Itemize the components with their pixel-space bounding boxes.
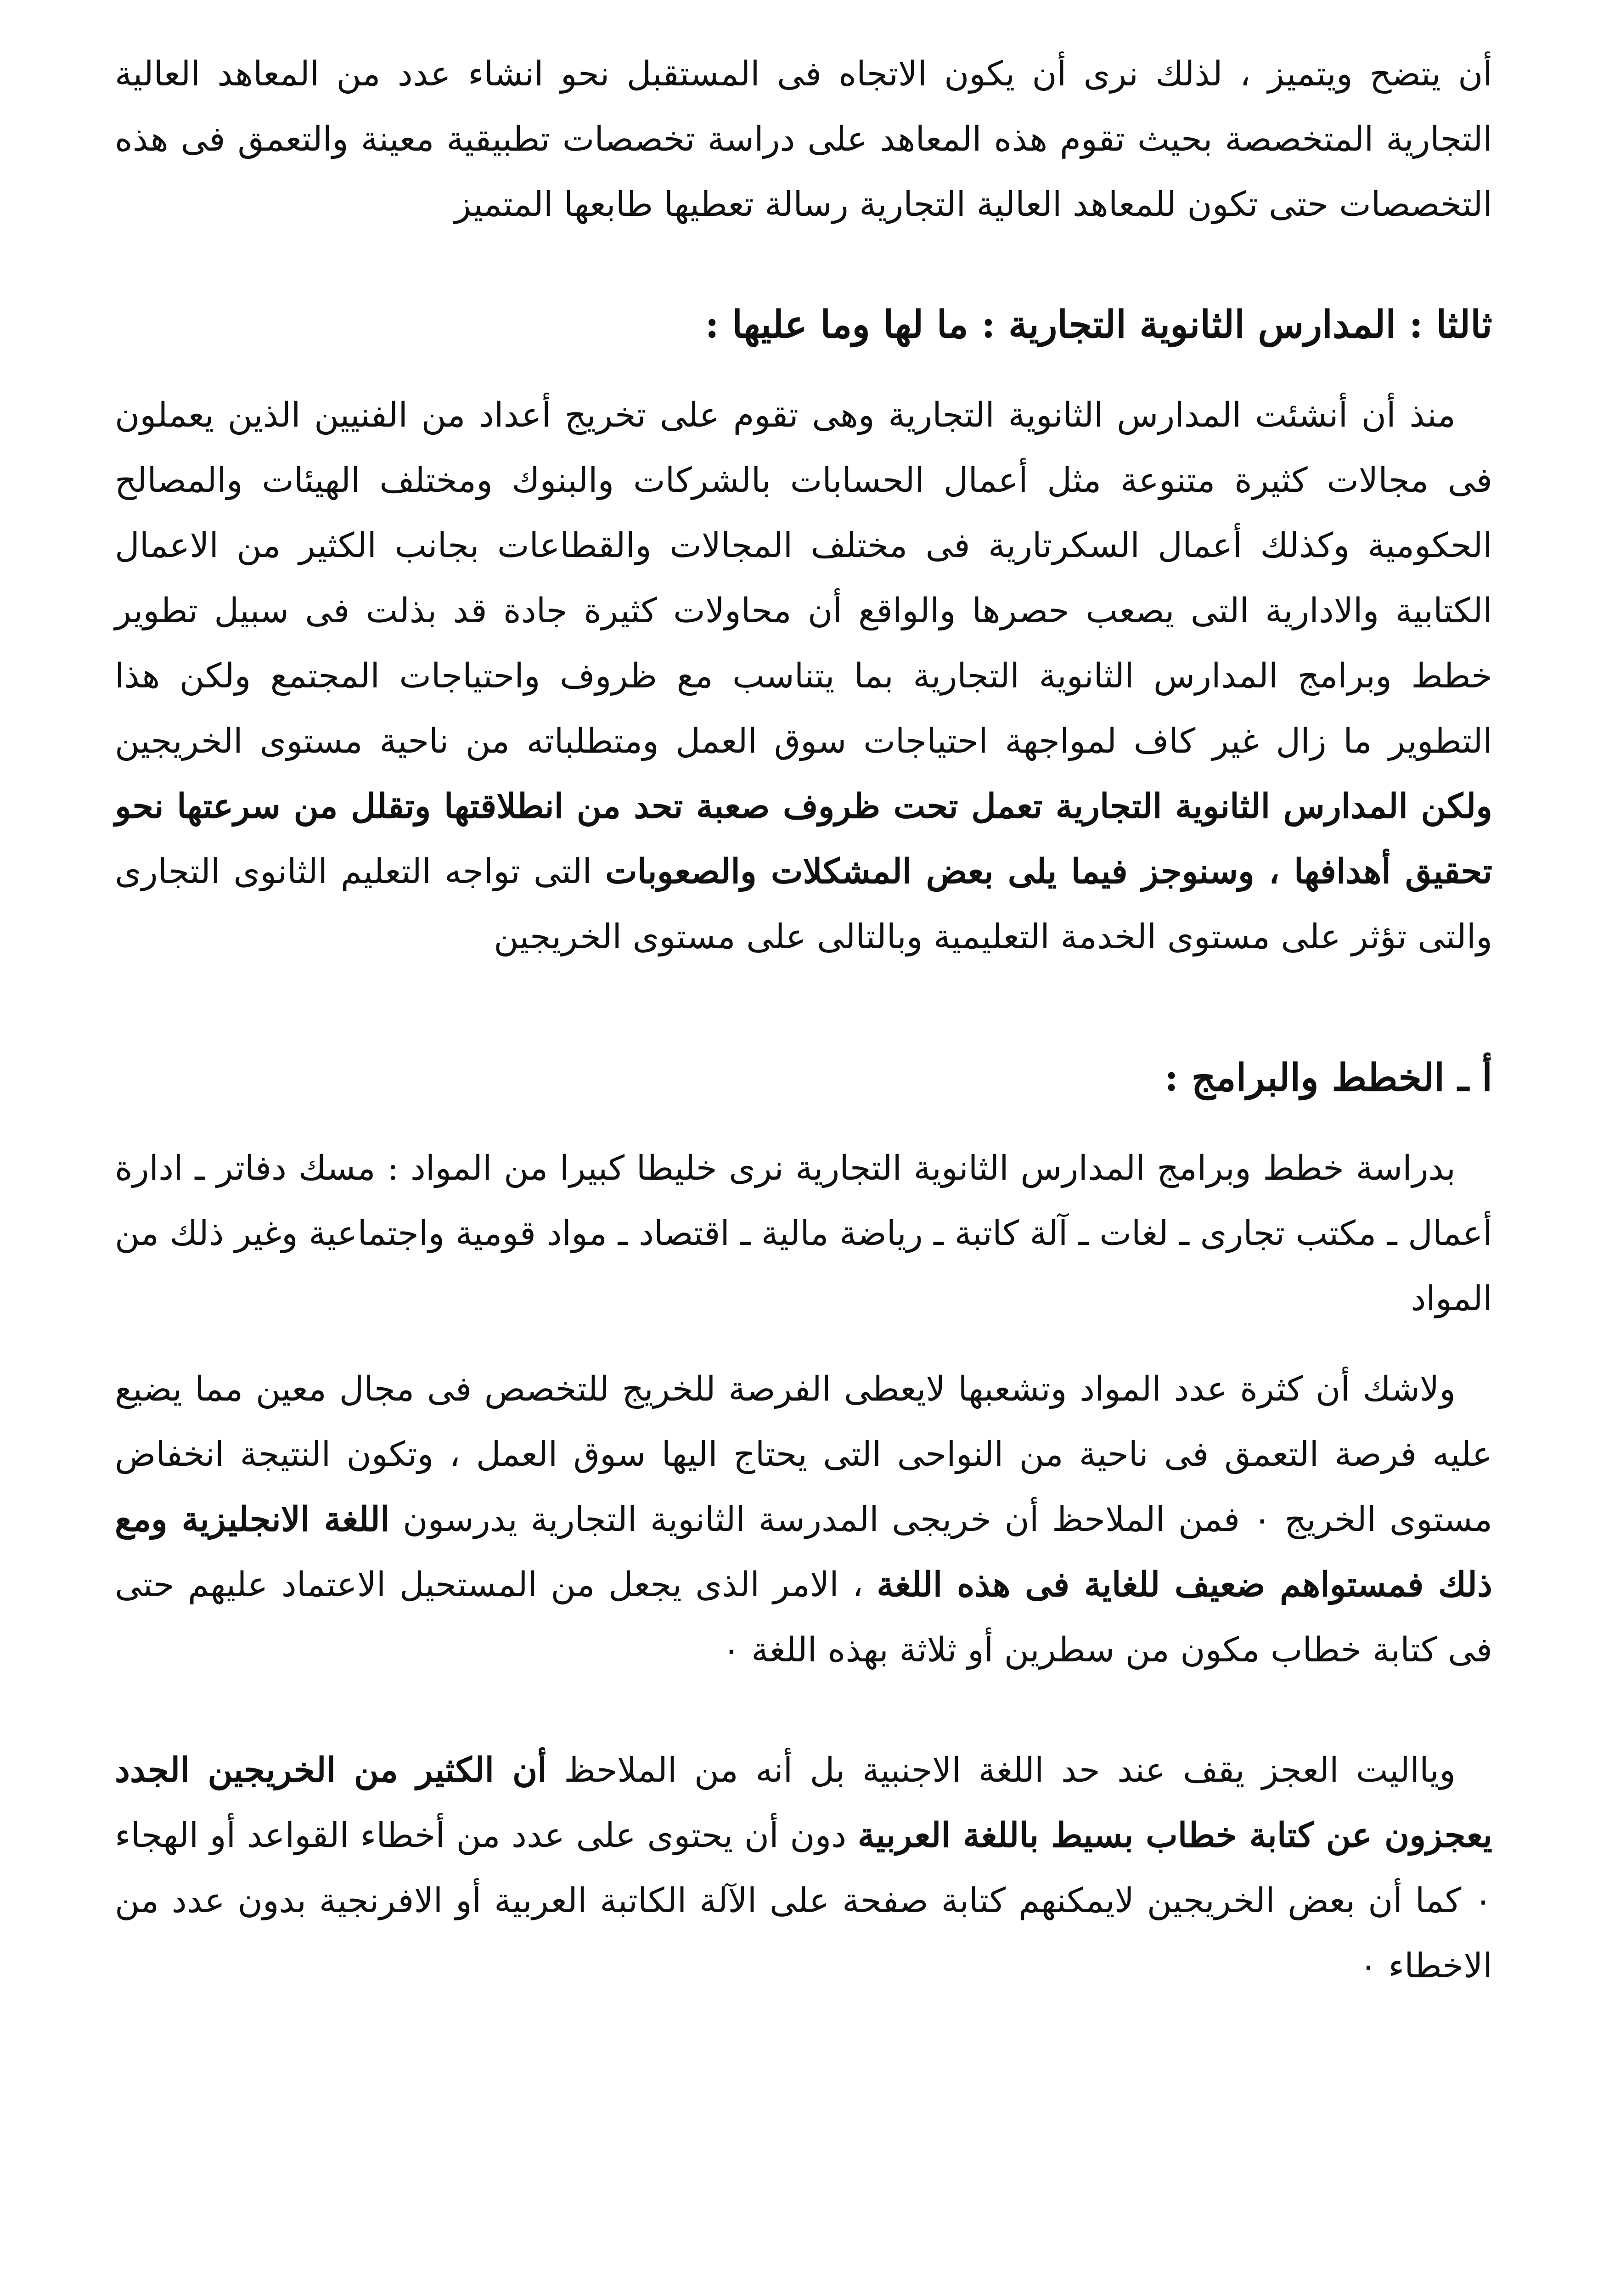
language-paragraph [115, 1738, 1492, 1998]
section-paragraph-tail: التى تواجه التعليم الثانوى التجارى والتى تؤثر على مستوى الخدمة التعليمية وبالتالى على مستوى الخريجين [115, 852, 1492, 957]
subjects-paragraph-tail: ، الامر الذى يجعل من المستحيل الاعتماد عليهم حتى فى كتابة خطاب مكون من سطرين أو ثلاثة بهذه اللغة ٠ [115, 1565, 1492, 1670]
language-paragraph-emphasis: أن الكثير من الخريجين الجدد يعجزون عن كتابة خطاب بسيط باللغة العربية [115, 1750, 1492, 1855]
section-paragraph [115, 383, 1492, 969]
spacer [115, 969, 1492, 1045]
spacer [115, 1110, 1492, 1136]
subjects-paragraph [115, 1356, 1492, 1683]
intro-paragraph: أن يتضح ويتميز ، لذلك نرى أن يكون الاتجاه فى المستقبل نحو انشاء عدد من المعاهد العالية التجارية المتخصصة بحيث تقوم هذه المعاهد على دراسة تخصصات تطبيقية معينة والتعمق فى هذه التخصصات حتى تكون للمعاهد العالية التجارية رسالة تعطيها طابعها المتميز [115, 54, 1492, 224]
document-page [115, 41, 1492, 2296]
spacer [115, 1683, 1492, 1738]
section-paragraph-text: منذ أن أنشئت المدارس الثانوية التجارية وهى تقوم على تخريج أعداد من الفنيين الذين يعملون فى مجالات كثيرة متنوعة مثل أعمال الحسابات بالشركات والبنوك ومختلف الهيئات والمصالح الحكومية وكذلك أعمال السكرتارية فى مختلف المجالات والقطاعات بجانب الكثير من الاعمال الكتابية والادارية التى يصعب حصرها والواقع أن محاولات كثيرة جادة قد بذلت فى سبيل تطوير خطط وبرامج المدارس الثانوية التجارية بما يتناسب مع ظروف واحتياجات المجتمع ولكن هذا التطوير ما زال غير كاف لمواجهة احتياجات سوق العمل ومتطلباته من ناحية مستوى الخريجين [115, 395, 1492, 761]
section-heading: ثالثا : المدارس الثانوية التجارية : ما لها وما عليها : [705, 303, 1492, 347]
subheading-plans: أ ـ الخطط والبرامج : [1164, 1056, 1492, 1100]
language-paragraph-text: ويااليت العجز يقف عند حد اللغة الاجنبية بل أنه من الملاحظ [564, 1750, 1456, 1790]
spacer [115, 237, 1492, 292]
plans-paragraph: بدراسة خطط وبرامج المدارس الثانوية التجارية نرى خليطا كبيرا من المواد : مسك دفاتر ـ ادارة أعمال ـ مكتب تجارى ـ لغات ـ آلة كاتبة ـ رياضة مالية ـ اقتصاد ـ مواد قومية واجتماعية وغير ذلك من المواد [115, 1148, 1492, 1318]
subjects-paragraph-emphasis: اللغة الانجليزية ومع ذلك فمستواهم ضعيف للغاية فى هذه اللغة [115, 1500, 1492, 1604]
subjects-paragraph-text: ولاشك أن كثرة عدد المواد وتشعبها لايعطى الفرصة للخريج للتخصص فى مجال معين مما يضيع عليه فرصة التعمق فى ناحية من النواحى التى يحتاج اليها سوق العمل ، وتكون النتيجة انخفاض مستوى الخريج ٠ فمن الملاحظ أن خريجى المدرسة الثانوية التجارية يدرسون [115, 1369, 1492, 1539]
section-paragraph-emphasis: ولكن المدارس الثانوية التجارية تعمل تحت ظروف صعبة تحد من انطلاقتها وتقلل من سرعتها نحو تحقيق أهدافها ، وسنوجز فيما يلى بعض المشكلات والصعوبات [115, 787, 1493, 891]
spacer [115, 357, 1492, 383]
language-paragraph-tail: دون أن يحتوى على عدد من أخطاء القواعد أو الهجاء ٠ كما أن بعض الخريجين لايمكنهم كتابة صفحة على الآلة الكاتبة العربية أو الافرنجية بدون عدد من الاخطاء ٠ [115, 1816, 1492, 1986]
spacer [115, 1331, 1492, 1356]
